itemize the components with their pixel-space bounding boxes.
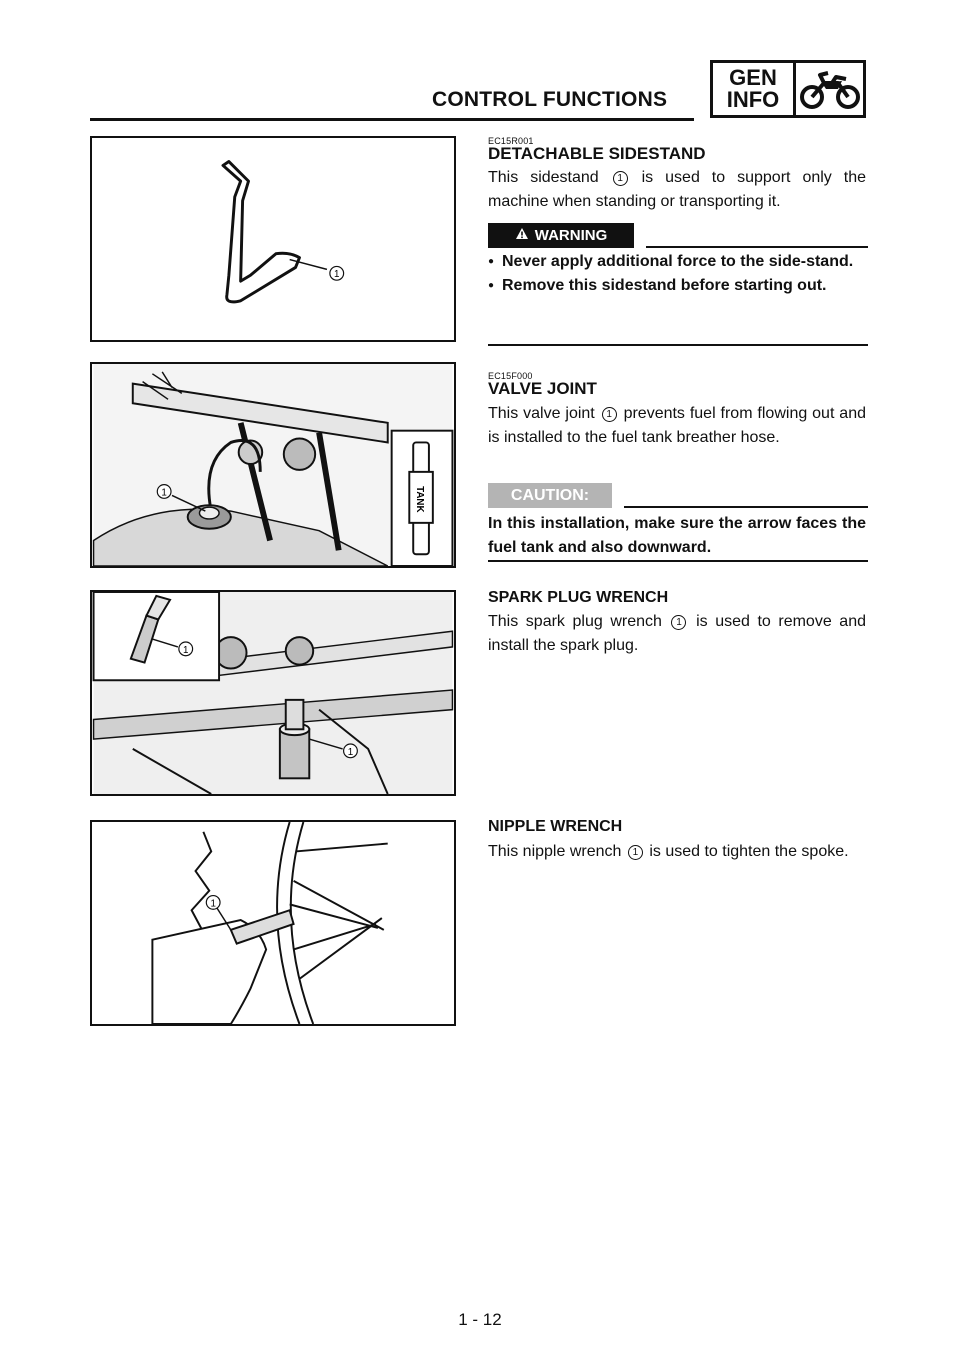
nipple-description — [488, 840, 866, 864]
sidestand-text-before: This sidestand — [488, 169, 599, 186]
spark-text-after: is used to remove and install the spark plug. — [488, 613, 866, 654]
caution-label: CAUTION: — [488, 483, 612, 508]
nipple-text-after: is used to tighten the spoke. — [649, 843, 849, 860]
callout-number: 1 — [628, 845, 643, 860]
warning-label-text: WARNING — [534, 227, 608, 244]
sidestand-text-after: is used to support only the machine when standing or transporting it. — [488, 169, 866, 210]
warning-label — [488, 223, 634, 248]
warning-list — [488, 250, 868, 298]
spark-callout-inset: 1 — [183, 644, 189, 656]
valve-description — [488, 402, 866, 450]
nipple-text-before: This nipple wrench — [488, 843, 622, 860]
warning-end-rule — [488, 344, 868, 346]
callout-number: 1 — [613, 171, 628, 186]
tank-label: TANK — [414, 486, 426, 513]
valve-text-before: This valve joint — [488, 405, 595, 422]
valve-joint-figure — [90, 362, 456, 568]
spark-plug-wrench-figure — [90, 590, 456, 796]
motorcycle-icon — [796, 63, 863, 115]
warning-item: ● Never apply additional force to the side-stand. — [488, 250, 868, 274]
nipple-wrench-figure — [90, 820, 456, 1026]
section-badge — [710, 60, 866, 118]
caution-text: In this installation, make sure the arrow faces the fuel tank and also downward. — [488, 515, 866, 556]
page-header-title: CONTROL FUNCTIONS — [432, 88, 668, 111]
page-number: 1 - 12 — [458, 1310, 502, 1329]
nipple-title: NIPPLE WRENCH — [488, 818, 623, 835]
callout-number: 1 — [671, 615, 686, 630]
warning-item: ● Remove this sidestand before starting out. — [488, 274, 868, 298]
valve-code: EC15F000 — [488, 371, 533, 381]
sidestand-callout: 1 — [334, 269, 340, 281]
sidestand-title: DETACHABLE SIDESTAND — [488, 144, 706, 163]
nipple-callout: 1 — [210, 898, 216, 910]
caution-end-rule — [488, 560, 868, 562]
valve-text-after: prevents fuel from flowing out and is installed to the fuel tank breather hose. — [488, 405, 866, 446]
badge-line-2: INFO — [726, 87, 780, 112]
warning-triangle-icon — [515, 227, 529, 244]
valve-title: VALVE JOINT — [488, 379, 597, 398]
sidestand-description — [488, 166, 866, 214]
spark-description — [488, 610, 866, 658]
spark-callout-main: 1 — [347, 746, 354, 758]
badge-line-1: GEN — [729, 65, 777, 90]
badge-text — [713, 63, 796, 115]
warning-rule — [646, 246, 868, 248]
spark-title: SPARK PLUG WRENCH — [488, 589, 669, 606]
header-rule — [90, 118, 694, 121]
callout-number: 1 — [602, 407, 617, 422]
valve-callout: 1 — [161, 487, 167, 499]
caution-rule — [624, 506, 868, 508]
sidestand-figure — [90, 136, 456, 342]
sidestand-code: EC15R001 — [488, 136, 534, 146]
spark-text-before: This spark plug wrench — [488, 613, 662, 630]
